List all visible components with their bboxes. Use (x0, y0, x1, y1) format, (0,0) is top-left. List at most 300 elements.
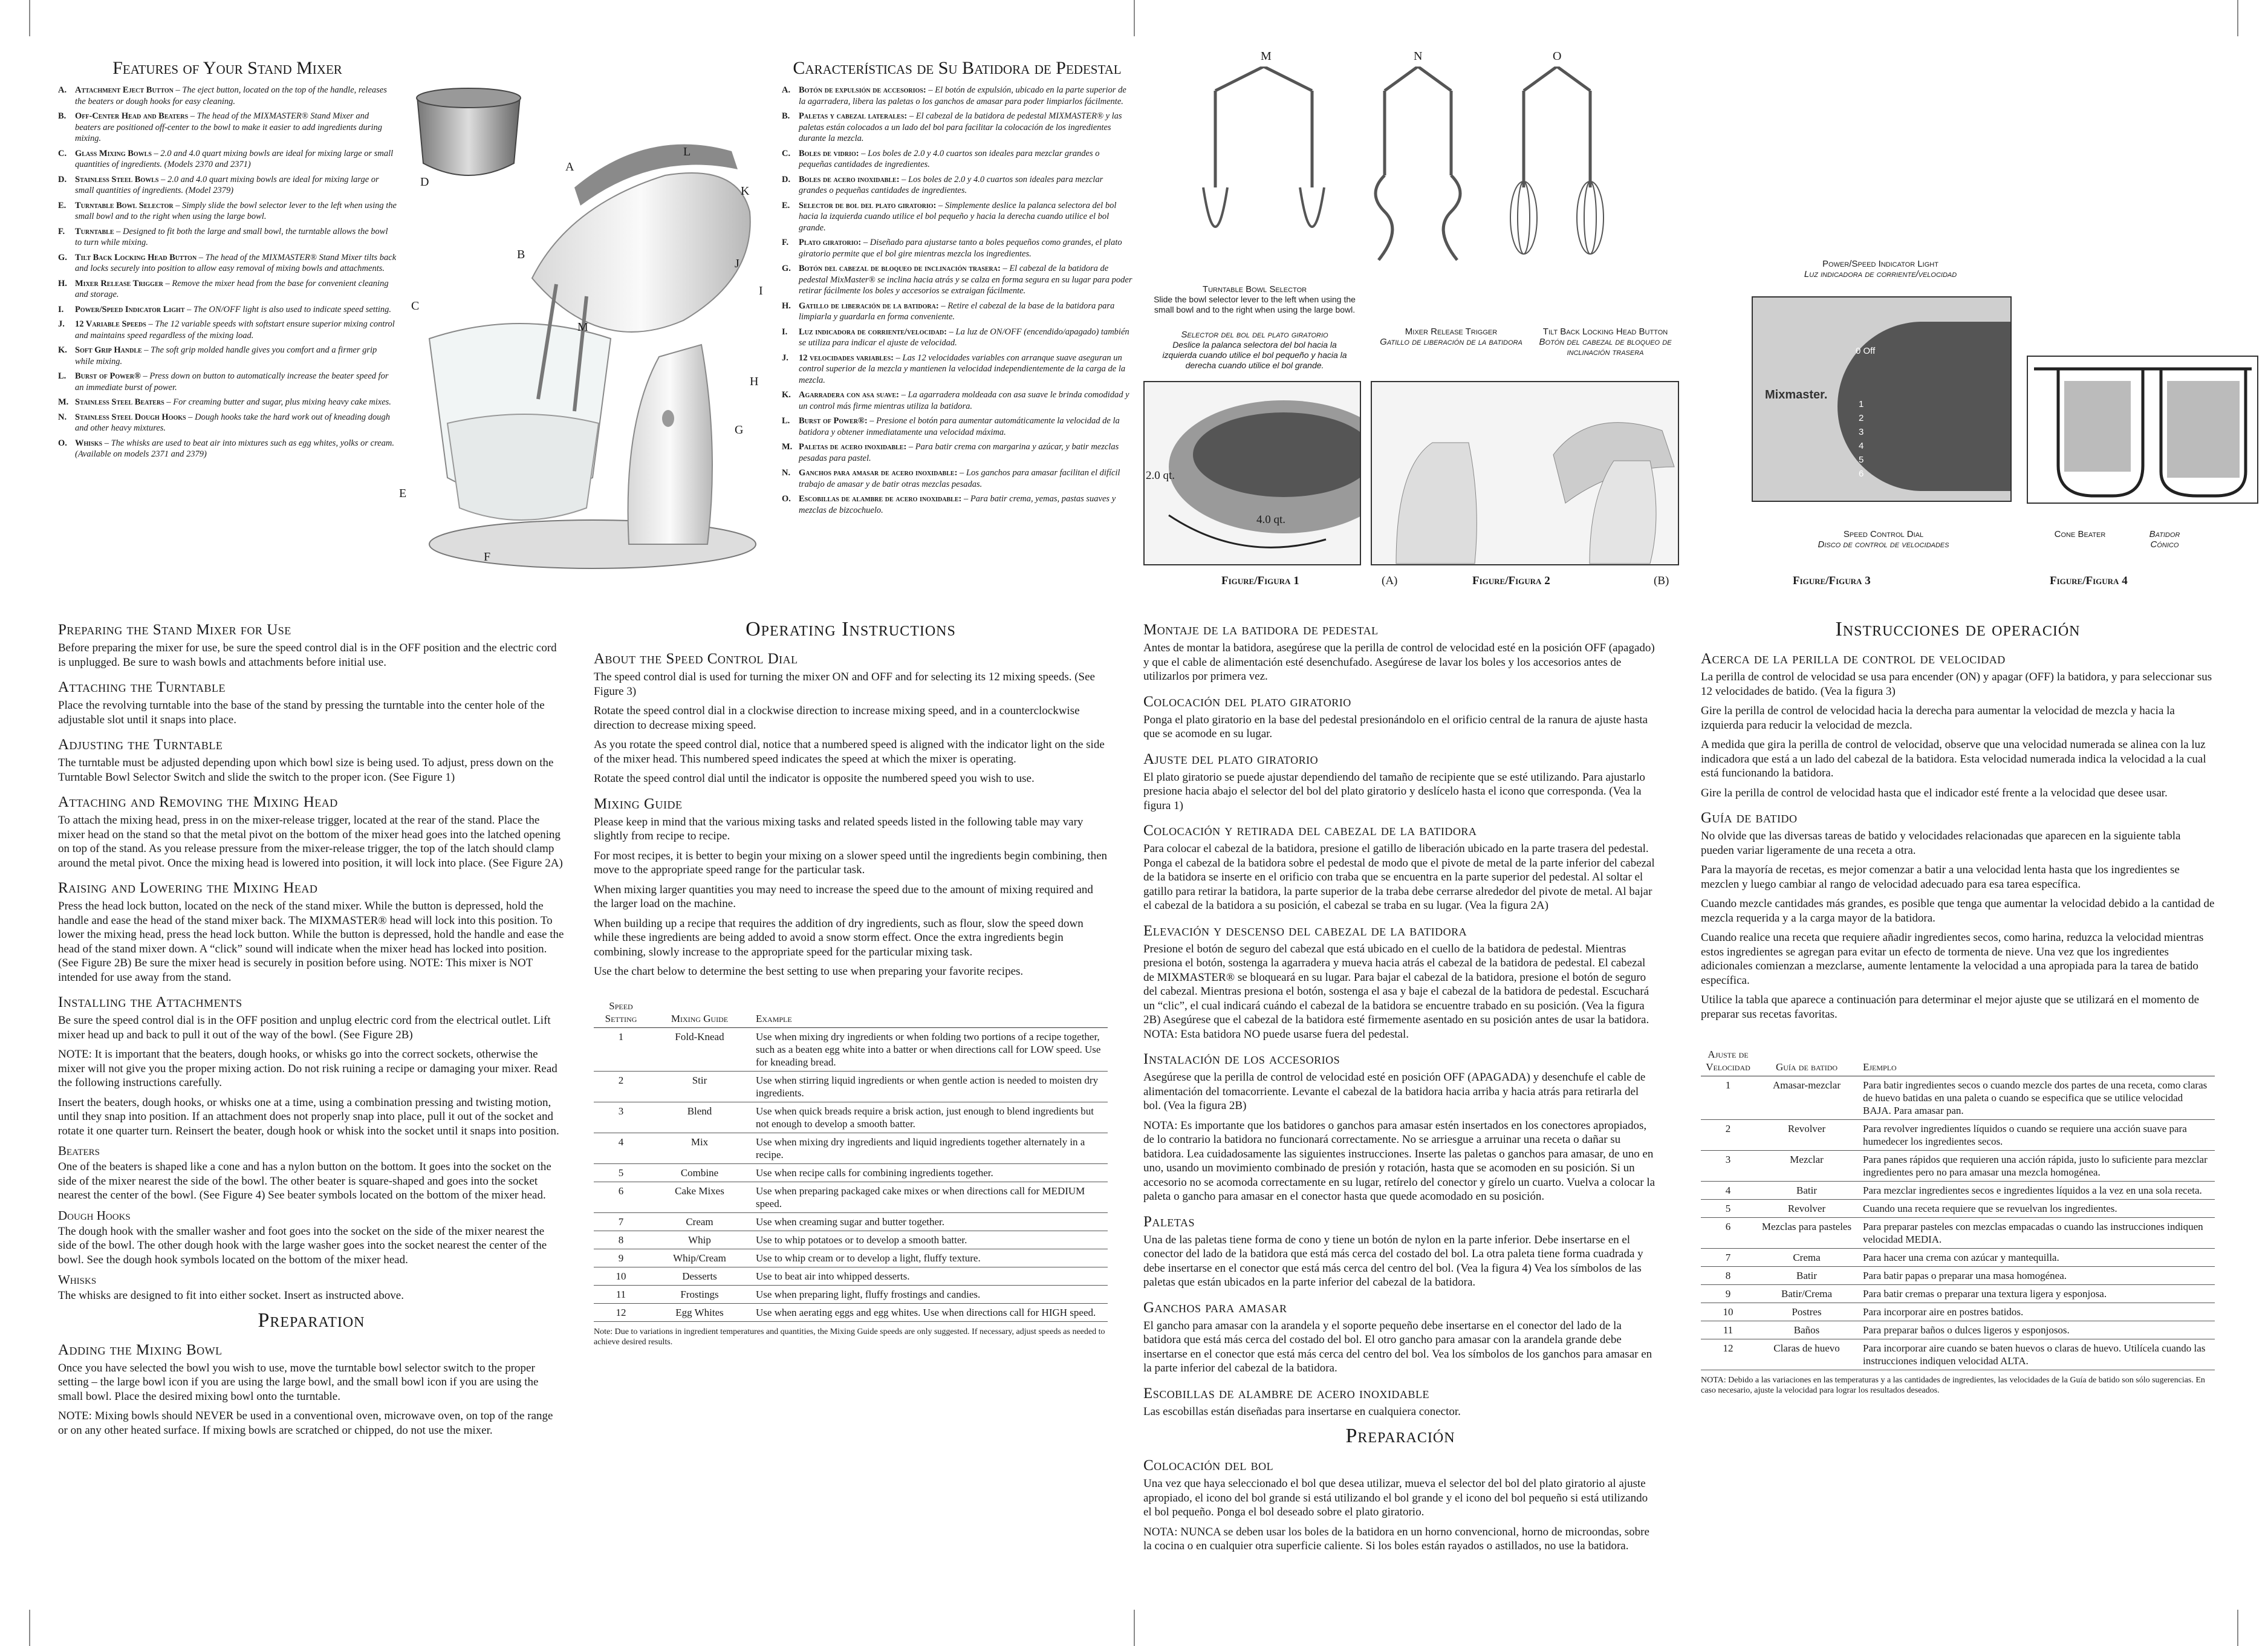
paragraph: A medida que gira la perilla de control de velocidad, observe que una velocidad numerada se alinea con la luz indicadora que está a un lado del cabezal de la batidora. Esta velocidad numerada indica la velocidad a la cual está funcionando la batidora. (1701, 738, 2206, 779)
feature-description: The ON/OFF light is also used to indicate speed setting. (193, 304, 392, 314)
table-row (1701, 1285, 2215, 1303)
example-cell: Cuando una receta requiere que se revuelvan los ingredientes. (1858, 1200, 2215, 1218)
feature-description: Press down on button to automatically increase the beater speed for an immediate burst of power. (75, 371, 389, 392)
guide-cell: Mix (648, 1133, 751, 1163)
subsection-heading: Paletas (1143, 1213, 1195, 1230)
paragraph: The dough hook with the smaller washer and foot goes into the socket on the side of the mixer nearest the side of the bowl. The other dough hook with the large washer goes into the socket nearest the center of the bowl. See the dough hook symbols located on the bottom of the mixer head. (58, 1225, 547, 1266)
feature-item: B. Off-Center Head and Beaters – The head of the MIXMASTER® Stand Mixer and beaters are positioned off-center to the bowl to make it easier to add ingredients during mixing. (58, 111, 382, 143)
subsection-heading: Ajuste del plato giratorio (1143, 750, 1319, 767)
paragraph: Una de las paletas tiene forma de cono y tiene un botón de nylon en la parte inferior. Debe insertarse en el conector del lado de la batidora que está más cerca del costado del bol. La otra paleta tiene forma cuadrada y debe insertarse en el conector que está más cerca del centro del bol. (Vea la figura 4) Vea los símbolos de las paletas que están ubicados en la parte inferior del cabezal de la batidora. (1143, 1233, 1643, 1289)
paragraph: Rotate the speed control dial until the indicator is opposite the numbered speed you wish to use. (594, 772, 1035, 785)
example-cell: Use when creaming sugar and butter together. (751, 1212, 1108, 1231)
speed-cell: 6 (1701, 1218, 1755, 1249)
subsection-heading: Escobillas de alambre de acero inoxidable (1143, 1385, 1430, 1402)
fig1-small-bowl-label: 2.0 qt. (1146, 469, 1175, 482)
paragraph: Cuando mezcle cantidades más grandes, es posible que tenga que aumentar la velocidad debido a la cantidad de mezcla requerida y a la carga mayor de la batidora. (1701, 897, 2215, 925)
fig2b-caption (1527, 327, 1684, 357)
table-row (594, 1303, 1108, 1321)
mixing-guide-table-wrap (594, 997, 1108, 1347)
fig4-label: Figure/Figura 4 (2050, 574, 2128, 587)
example-cell: Use when stirring liquid ingredients or when gentle action is needed to moisten dry ingredients. (751, 1071, 1108, 1102)
feature-title: Boles de acero inoxidable: (799, 174, 900, 184)
speed-number: 4 (1859, 441, 1864, 451)
paragraph: Una vez que haya seleccionado el bol que desea utilizar, mueva el selector del bol del plato giratorio al ajuste apropiado, el icono del bol grande si está utilizando el bol grande y el icono del bol pequeño si está utilizando el bol pequeño. Ponga el bol deseado sobre el plato giratorio. (1143, 1477, 1648, 1518)
mixing-guide-note: Note: Due to variations in ingredient temperatures and quantities, the Mixing Guide speeds are only suggested. If necessary, adjust speeds as needed to achieve desired results. (594, 1327, 1105, 1347)
feature-item: E. Selector de bol del plato giratorio: – Simplemente deslice la palanca selectora del bol hacia la izquierda cuando utilice el bol pequeño y hacia la derecha cuando utilice el bol grande. (782, 200, 1117, 233)
feature-title: Glass Mixing Bowls (75, 148, 152, 158)
subsection-heading: Installing the Attachments (58, 994, 242, 1010)
table-row (1701, 1267, 2215, 1285)
fig2b-label: (B) (1654, 574, 1669, 587)
feature-description: Los boles de 2.0 y 4.0 cuartos son ideales para mezclar grandes o pequeñas cantidades de ingredientes. (799, 174, 1103, 195)
guide-cell: Mezclar (1755, 1151, 1858, 1182)
feature-item: E. Turntable Bowl Selector – Simply slide the bowl selector lever to the left when using the small bowl and to the right when using the large bowl. (58, 200, 397, 221)
paragraph: NOTE: Mixing bowls should NEVER be used in a conventional oven, microwave oven, on top of the range or on any other heated surface. If mixing bowls are scratched or chipped, do not use the mixer. (58, 1410, 553, 1437)
callout-h: H (750, 375, 759, 388)
caracteristicas-section (782, 58, 1132, 519)
speed-cell: 9 (1701, 1285, 1755, 1303)
paragraph: NOTE: It is important that the beaters, dough hooks, or whisks go into the correct sockets, otherwise the mixer will not give you the proper mixing action. Do not risk ruining a recipe or damaging your mixer. Read the following instructions carefully. (58, 1048, 557, 1089)
paragraph: Be sure the speed control dial is in the OFF position and unplug electric cord from the electrical outlet. Lift mixer head up and back to pull it out of the way of the bowl. (See Figure 2B) (58, 1014, 551, 1041)
table-row (594, 1267, 1108, 1285)
speed-cell: 12 (594, 1303, 648, 1321)
example-cell: Para incorporar aire en postres batidos. (1858, 1303, 2215, 1321)
speed-cell: 3 (594, 1102, 648, 1133)
feature-item: H. Mixer Release Trigger – Remove the mixer head from the base for convenient cleaning and storage. (58, 278, 389, 299)
table-row (594, 1212, 1108, 1231)
guide-cell: Desserts (648, 1267, 751, 1285)
feature-letter: B. (58, 111, 67, 121)
feature-letter: O. (58, 438, 67, 448)
fig1-caption-es (1155, 330, 1354, 371)
feature-title: Tilt Back Locking Head Button (75, 252, 197, 262)
guide-cell: Revolver (1755, 1200, 1858, 1218)
crop-mark (29, 1610, 30, 1646)
speed-number: 3 (1859, 427, 1864, 437)
fig1-title-en: Turntable Bowl Selector (1202, 284, 1307, 294)
feature-description: Para batir crema, yemas, pastas suaves y mezclas de bizcochuelo. (799, 494, 1116, 515)
example-cell: Para batir ingredientes secos o cuando mezcle dos partes de una receta, como claras de huevo batidas en una paleta o cuando se especifica que se utilice velocidad BAJA. Para amasar pan. (1858, 1076, 2215, 1120)
speed-number: 2 (1859, 413, 1864, 423)
feature-title: Ganchos para amasar de acero inoxidable: (799, 468, 958, 478)
speed-cell: 8 (594, 1231, 648, 1249)
callout-i: I (759, 284, 763, 298)
guia-batido-table (1701, 1046, 2215, 1370)
feature-item: K. Soft Grip Handle – The soft grip molded handle gives you comfort and a firmer grip while mixing. (58, 345, 377, 366)
subsection-heading: Attaching and Removing the Mixing Head (58, 794, 338, 810)
crop-mark (1134, 0, 1135, 36)
guide-cell: Whip/Cream (648, 1249, 751, 1267)
fig3-dial-caption (1753, 529, 2013, 550)
paragraph: Press the head lock button, located on the neck of the stand mixer. While the button is depressed, hold the handle and ease the head of the stand mixer back. The MIXMASTER® head will lock into this position. To lower the mixing head, press the head lock button. While the button is depressed, hold the handle and ease the head of the stand mixer down. A “click” sound will indicate when the mixer head has locked into position. (See Figure 2B) Be sure the mixer head is securely in position before using. NOTE: This mixer is NOT intended for use away from the stand. (58, 900, 564, 984)
feature-letter: J. (58, 319, 65, 329)
callout-b: B (517, 248, 525, 261)
feature-letter: E. (782, 200, 790, 210)
speed-cell: 2 (1701, 1120, 1755, 1151)
fig1-text-es: Deslice la palanca selectora del bol hacia la izquierda cuando utilice el bol pequeño y hacia la derecha cuando utilice el bol grande. (1162, 340, 1347, 370)
feature-item: A. Botón de expulsión de accesorios: – El botón de expulsión, ubicado en la parte superior de la agarradera, libera las paletas o los ganchos de amasar para poder limpiarlos fácilmente. (782, 85, 1126, 106)
features-list (58, 85, 397, 460)
fig4-image (2027, 356, 2258, 504)
subsection-heading: Ganchos para amasar (1143, 1299, 1287, 1316)
example-cell: Para batir cremas o preparar una textura ligera y esponjosa. (1858, 1285, 2215, 1303)
feature-letter: N. (782, 468, 791, 478)
attachment-label-n: N (1414, 50, 1423, 63)
instrucciones-text (1701, 618, 2215, 1021)
subsection-heading: Instalación de los accesorios (1143, 1051, 1340, 1067)
table-row (1701, 1321, 2215, 1339)
feature-item: C. Boles de vidrio: – Los boles de 2.0 y 4.0 cuartos son ideales para mezclar grandes o pequeñas cantidades de ingredientes. (782, 148, 1100, 169)
column-header: Ajuste de Velocidad (1701, 1046, 1755, 1076)
speed-cell: 8 (1701, 1267, 1755, 1285)
paragraph: One of the beaters is shaped like a cone and has a nylon button on the bottom. It goes into the socket on the side of the mixer nearest the side of the bowl. The other beater is square-shaped and goes into the socket nearest the center of the bowl. (See Figure 4) See beater symbols located on the bottom of the mixer head. (58, 1160, 551, 1202)
feature-description: Las 12 velocidades variables con arranque suave aseguran un control superior de la mezcla y mantienen la velocidad independientemente de la carga de la mezcla. (799, 353, 1126, 385)
features-section (58, 58, 397, 464)
minor-heading: Whisks (58, 1272, 97, 1287)
feature-letter: L. (782, 416, 790, 426)
example-cell: Use when mixing dry ingredients or when folding two portions of a recipe together, such as a beaten egg white into a batter or when directions call for LOW speed. Use for kneading bread. (751, 1027, 1108, 1071)
paragraph: Gire la perilla de control de velocidad hasta que el indicador esté frente a la velocidad que desee usar. (1701, 786, 2168, 799)
fig2a-title-en: Mixer Release Trigger (1405, 327, 1498, 337)
fig3-light-es: Luz indicadora de corriente/velocidad (1804, 269, 1957, 279)
feature-description: Los ganchos para amasar facilitan el difícil trabajo de amasar y de batir otras mezclas pesadas. (799, 468, 1120, 489)
guide-cell: Batir (1755, 1267, 1858, 1285)
feature-item: L. Burst of Power®: – Presione el botón para aumentar automáticamente la velocidad de la batidora y obtener inmediatamente una velocidad máxima. (782, 416, 1120, 437)
guide-cell: Frostings (648, 1285, 751, 1303)
example-cell: Use when aerating eggs and egg whites. Use when directions call for HIGH speed. (751, 1303, 1108, 1321)
guide-cell: Postres (1755, 1303, 1858, 1321)
example-cell: Para panes rápidos que requieren una acción rápida, justo lo suficiente para mezclar ingredientes pero no para amasar una mezcla homogénea. (1858, 1151, 2215, 1182)
feature-item: I. Power/Speed Indicator Light – The ON/OFF light is also used to indicate speed setting. (58, 304, 392, 314)
crop-mark (2237, 1610, 2238, 1646)
fig4-cone-es: Batidor Cónico (2149, 529, 2180, 550)
speed-cell: 11 (594, 1285, 648, 1303)
paragraph: Gire la perilla de control de velocidad hacia la derecha para aumentar la velocidad de mezcla y hacia la izquierda para reducir la velocidad de mezcla. (1701, 704, 2175, 732)
section-heading: Instrucciones de operación (1835, 618, 2081, 640)
feature-item: H. Gatillo de liberación de la batidora: – Retire el cabezal de la base de la batidora para limpiarla y guardarla en forma conveniente. (782, 301, 1115, 322)
feature-title: Plato giratorio: (799, 238, 862, 247)
feature-item: L. Burst of Power® – Press down on button to automatically increase the beater speed for an immediate burst of power. (58, 371, 389, 392)
table-row (594, 1285, 1108, 1303)
attachment-label-m: M (1261, 50, 1272, 63)
feature-description: Simplemente deslice la palanca selectora del bol hacia la izquierda cuando utilice el bol pequeño y hacia la derecha cuando utilice el bol grande. (799, 200, 1117, 233)
fig1-caption-en (1149, 284, 1360, 315)
feature-letter: A. (58, 85, 67, 95)
guide-cell: Cake Mixes (648, 1182, 751, 1212)
table-header-row (594, 997, 1108, 1028)
feature-letter: F. (782, 238, 789, 247)
subsection-heading: Colocación del plato giratorio (1143, 693, 1351, 710)
fig2b-title-en: Tilt Back Locking Head Button (1542, 327, 1668, 337)
table-row (1701, 1339, 2215, 1370)
table-row (594, 1163, 1108, 1182)
fig3-light-en: Power/Speed Indicator Light (1822, 259, 1938, 269)
speed-cell: 10 (1701, 1303, 1755, 1321)
paragraph: Place the revolving turntable into the base of the stand by pressing the turntable into the center hole of the adjustable slot until it snaps into place. (58, 699, 545, 726)
paragraph: Please keep in mind that the various mixing tasks and related speeds listed in the following table may vary slightly from recipe to recipe. (594, 815, 1084, 842)
crop-mark (1134, 1610, 1135, 1646)
instrucciones-column (1701, 612, 2215, 1396)
feature-title: Luz indicadora de corriente/velocidad: (799, 327, 947, 337)
callout-g: G (735, 423, 744, 437)
subsection-heading: About the Speed Control Dial (594, 651, 798, 667)
speed-cell: 1 (1701, 1076, 1755, 1120)
fig4-cone-en: Cone Beater (2054, 529, 2106, 539)
paragraph: Cuando realice una receta que requiere añadir ingredientes secos, como harina, reduzca la velocidad mientras estos ingredientes se agregan para evitar un efecto de tormenta de nieve. Una vez que los ingredientes adicionales comienzan a mezclarse, aumente lentamente la velocidad a una apropiada para la tarea de batido específica. (1701, 931, 2204, 987)
feature-letter: G. (782, 264, 791, 273)
paragraph: When building up a recipe that requires the addition of dry ingredients, such as flour, slow the speed down while these ingredients are being added to avoid a snow storm effect. Once the extra ingredients begin combining, slowly increase to the appropriate speed for the particular mixing task. (594, 917, 1084, 958)
fig1-title-es: Selector del bol del plato giratorio (1181, 330, 1328, 340)
caracteristicas-title: Características de Su Batidora de Pedestal (793, 58, 1122, 78)
table-row (1701, 1120, 2215, 1151)
fig3-dial-es: Disco de control de velocidades (1818, 539, 1949, 550)
paragraph: NOTA: Es importante que los batidores o ganchos para amasar estén insertados en los conectores apropiados, de lo contrario la batidora no funcionará correctamente. No se arriesgue a arruinar una receta o dañar su batidora. Lea cuidadosamente las siguientes instrucciones. Inserte las paletas o ganchos para amasar, de uno en uno, usando un movimiento combinado de presión y rotación, hasta que se acomoden en su posición. Si un accesorio no se acomoda correctamente en su lugar, retírelo del conector y gírelo un cuarto. Vuelva a colocar la paleta o gancho para amasar en el conector hasta que quede acomodado en su posición. (1143, 1119, 1656, 1203)
callout-d: D (420, 175, 429, 189)
paragraph: For most recipes, it is better to begin your mixing on a slower speed until the ingredients begin combining, then move to the appropriate speed range for the particular task. (594, 849, 1108, 876)
column-header: Example (751, 997, 1108, 1028)
feature-description: The soft grip molded handle gives you comfort and a firmer grip while mixing. (75, 345, 377, 366)
feature-description: Para batir crema con margarina y azúcar, y batir mezclas pesadas para pastel. (799, 442, 1119, 463)
paragraph: When mixing larger quantities you may need to increase the speed due to the amount of mixing required and the larger load on the machine. (594, 883, 1093, 910)
feature-description: El botón de expulsión, ubicado en la parte superior de la agarradera, libera las paletas o los ganchos de amasar para poder limpiarlos fácilmente. (799, 85, 1126, 106)
guide-cell: Fold-Knead (648, 1027, 751, 1071)
feature-item: A. Attachment Eject Button – The eject button, located on the top of the handle, releases the beaters or dough hooks for easy cleaning. (58, 85, 387, 106)
speed-cell: 9 (594, 1249, 648, 1267)
fig2b-title-es: Botón del cabezal de bloqueo de inclinación trasera (1539, 337, 1672, 357)
subsection-heading: Attaching the Turntable (58, 679, 226, 695)
feature-description: Retire el cabezal de la base de la batidora para limpiarla y guardarla en forma conveniente. (799, 301, 1115, 322)
example-cell: Use when recipe calls for combining ingredients together. (751, 1163, 1108, 1182)
speed-cell: 1 (594, 1027, 648, 1071)
subsection-heading: Preparing the Stand Mixer for Use (58, 622, 291, 638)
guide-cell: Whip (648, 1231, 751, 1249)
spanish-setup-column (1143, 612, 1657, 1559)
speed-cell: 5 (1701, 1200, 1755, 1218)
table-row (1701, 1182, 2215, 1200)
caracteristicas-list (782, 85, 1132, 516)
feature-description: El cabezal de la batidora de pedestal MixMaster® se inclina hacia atrás y se calza en forma segura en su lugar para poder retirar fácilmente los boles y accesorios se extraigan fácilmente. (799, 264, 1132, 296)
table-row (594, 1102, 1108, 1133)
feature-title: Power/Speed Indicator Light (75, 304, 185, 314)
feature-item: M. Stainless Steel Beaters – For creaming butter and sugar, plus mixing heavy cake mixes. (58, 397, 391, 407)
feature-item: J. 12 Variable Speeds – The 12 variable speeds with softstart ensure superior mixing control and maintains speed regardless of the mixing load. (58, 319, 395, 340)
feature-item: G. Botón del cabezal de bloqueo de inclinación trasera: – El cabezal de la batidora de pedestal MixMaster® se inclina hacia atrás y se calza en forma segura en su lugar para poder retirar fácilmente los boles y accesorios se extraigan fácilmente. (782, 264, 1132, 296)
feature-item: N. Stainless Steel Dough Hooks – Dough hooks take the hard work out of kneading dough and other heavy mixtures. (58, 412, 390, 433)
fig1-large-bowl-label: 4.0 qt. (1256, 513, 1286, 526)
feature-description: Los boles de 2.0 y 4.0 cuartos son ideales para mezclar grandes o pequeñas cantidades de ingredientes. (799, 148, 1100, 169)
feature-letter: F. (58, 226, 65, 236)
table-row (1701, 1076, 2215, 1120)
fig3-light-caption (1753, 259, 2007, 279)
paragraph: Before preparing the mixer for use, be sure the speed control dial is in the OFF position and the electric cord is unplugged. Be sure to wash bowls and attachments before initial use. (58, 642, 557, 669)
table-row (1701, 1218, 2215, 1249)
callout-f: F (484, 550, 491, 564)
fig3-dial-en: Speed Control Dial (1843, 529, 1924, 539)
feature-letter: M. (58, 397, 69, 407)
guide-cell: Claras de huevo (1755, 1339, 1858, 1370)
guide-cell: Cream (648, 1212, 751, 1231)
example-cell: Use when preparing light, fluffy frostings and candies. (751, 1285, 1108, 1303)
feature-letter: G. (58, 252, 67, 262)
speed-cell: 12 (1701, 1339, 1755, 1370)
table-row (594, 1071, 1108, 1102)
column-header: Speed Setting (594, 997, 648, 1028)
feature-item: I. Luz indicadora de corriente/velocidad: – La luz de ON/OFF (encendido/apagado) también se utiliza para indicar el ajuste de velocidad. (782, 327, 1129, 348)
feature-title: Escobillas de alambre de acero inoxidable: (799, 494, 962, 504)
feature-description: For creaming butter and sugar, plus mixing heavy cake mixes. (173, 397, 391, 407)
operating-instructions-column (594, 612, 1108, 1347)
feature-title: Paletas y cabezal laterales: (799, 111, 908, 121)
example-cell: Para preparar pasteles con mezclas empacadas o cuando las instrucciones indiquen velocidad MEDIA. (1858, 1218, 2215, 1249)
fig1-text-en: Slide the bowl selector lever to the left when using the small bowl and to the right when using the large bowl. (1154, 294, 1356, 314)
speed-cell: 2 (594, 1071, 648, 1102)
feature-letter: C. (782, 148, 791, 158)
example-cell: Para preparar baños o dulces ligeros y esponjosos. (1858, 1321, 2215, 1339)
feature-letter: I. (782, 327, 788, 337)
feature-description: The head of the MIXMASTER® Stand Mixer and beaters are positioned off-center to the bowl to make it easier to add ingredients during mixing. (75, 111, 382, 143)
feature-letter: N. (58, 412, 67, 422)
example-cell: Use when preparing packaged cake mixes or when directions call for MEDIUM speed. (751, 1182, 1108, 1212)
section-heading: Preparation (258, 1309, 365, 1332)
feature-title: Botón de expulsión de accesorios: (799, 85, 926, 95)
guide-cell: Baños (1755, 1321, 1858, 1339)
feature-description: Dough hooks take the hard work out of kneading dough and other heavy mixtures. (75, 412, 390, 433)
fig4-cone-caption (2050, 529, 2110, 539)
example-cell: Use to whip potatoes or to develop a smooth batter. (751, 1231, 1108, 1249)
example-cell: Para revolver ingredientes líquidos o cuando se requiere una acción suave para humedecer los ingredientes secos. (1858, 1120, 2215, 1151)
fig2a-caption (1376, 327, 1527, 347)
feature-title: Soft Grip Handle (75, 345, 142, 355)
feature-description: La agarradera moldeada con asa suave le brinda comodidad y un control más firme mientras utiliza la batidora. (799, 390, 1129, 411)
fig1-label: Figure/Figura 1 (1221, 574, 1299, 587)
feature-description: The 12 variable speeds with softstart ensure superior mixing control and maintains speed regardless of the mixing load. (75, 319, 395, 340)
paragraph: Para la mayoría de recetas, es mejor comenzar a batir a una velocidad lenta hasta que los ingredientes se mezclen y luego cambiar al rango de velocidad adecuado para esa tarea específica. (1701, 864, 2180, 891)
guide-cell: Batir (1755, 1182, 1858, 1200)
example-cell: Para incorporar aire cuando se baten huevos o claras de huevo. Utilícela cuando las instrucciones indiquen velocidad ALTA. (1858, 1339, 2215, 1370)
callout-a: A (565, 160, 574, 174)
speed-cell: 10 (594, 1267, 648, 1285)
feature-title: Paletas de acero inoxidable: (799, 442, 907, 452)
feature-description: Simply slide the bowl selector lever to the left when using the small bowl and to the right when using the large bowl. (75, 200, 397, 221)
feature-title: Stainless Steel Bowls (75, 174, 159, 184)
feature-letter: K. (782, 390, 791, 400)
fig2a-title-es: Gatillo de liberación de la batidora (1380, 337, 1522, 347)
example-cell: Para batir papas o preparar una masa homogénea. (1858, 1267, 2215, 1285)
table-row (594, 1182, 1108, 1212)
feature-description: The eject button, located on the top of the handle, releases the beaters or dough hooks for easy cleaning. (75, 85, 387, 106)
paragraph: The turntable must be adjusted depending upon which bowl size is being used. To adjust, press down on the Turntable Bowl Selector Switch and slide the switch to the proper icon. (See Figure 1) (58, 756, 554, 784)
table-row (594, 1249, 1108, 1267)
callout-k: K (741, 184, 750, 198)
feature-description: La luz de ON/OFF (encendido/apagado) también se utiliza para indicar el ajuste de velocidad. (799, 327, 1129, 348)
feature-item: F. Turntable – Designed to fit both the large and small bowl, the turntable allows the bowl to turn while mixing. (58, 226, 388, 247)
feature-letter: L. (58, 371, 67, 381)
section-heading: Operating Instructions (746, 618, 956, 640)
paragraph: Use the chart below to determine the best setting to use when preparing your favorite recipes. (594, 965, 1024, 978)
feature-item: G. Tilt Back Locking Head Button – The head of the MIXMASTER® Stand Mixer tilts back and locks securely into position to allow easy removal of mixing bowls and attachments. (58, 252, 397, 273)
attachment-label-o: O (1553, 50, 1562, 63)
fig3-speed-numbers (1859, 397, 1863, 481)
guide-cell: Stir (648, 1071, 751, 1102)
feature-description: Diseñado para ajustarse tanto a boles pequeños como grandes, el plato giratorio permite que el bol gire mientras mezcla los ingredientes. (799, 238, 1122, 259)
subsection-heading: Raising and Lowering the Mixing Head (58, 880, 318, 896)
beaters-hooks-whisks-image (1185, 67, 1645, 272)
english-setup-column (58, 612, 565, 1443)
feature-letter: C. (58, 148, 67, 158)
speed-cell: 6 (594, 1182, 648, 1212)
feature-letter: D. (782, 174, 791, 184)
table-row (1701, 1200, 2215, 1218)
subsection-heading: Adding the Mixing Bowl (58, 1341, 223, 1358)
paragraph: No olvide que las diversas tareas de batido y velocidades relacionadas que aparecen en la siguiente tabla pueden variar ligeramente de una receta a otra. (1701, 830, 2181, 857)
callout-c: C (411, 299, 420, 313)
feature-item: N. Ganchos para amasar de acero inoxidable: – Los ganchos para amasar facilitan el difícil trabajo de amasar y de batir otras mezclas pesadas. (782, 468, 1120, 489)
feature-title: Selector de bol del plato giratorio: (799, 200, 937, 210)
guide-cell: Blend (648, 1102, 751, 1133)
feature-title: Botón del cabezal de bloqueo de inclinación trasera: (799, 264, 1001, 273)
feature-letter: A. (782, 85, 791, 95)
table-row (1701, 1249, 2215, 1267)
subsection-heading: Guía de batido (1701, 810, 1798, 826)
feature-title: Boles de vidrio: (799, 148, 859, 158)
features-title: Features of Your Stand Mixer (112, 58, 342, 78)
feature-description: 2.0 and 4.0 quart mixing bowls are ideal for mixing large or small quantities of ingredients. (Models 2370 and 2371) (75, 148, 394, 169)
feature-title: Stainless Steel Dough Hooks (75, 412, 186, 422)
column-header: Mixing Guide (648, 997, 751, 1028)
feature-item: M. Paletas de acero inoxidable: – Para batir crema con margarina y azúcar, y batir mezclas pesadas para pastel. (782, 442, 1119, 463)
feature-item: F. Plato giratorio: – Diseñado para ajustarse tanto a boles pequeños como grandes, el plato giratorio permite que el bol gire mientras mezcla los ingredientes. (782, 238, 1122, 259)
speed-cell: 5 (594, 1163, 648, 1182)
speed-cell: 11 (1701, 1321, 1755, 1339)
feature-title: Agarradera con asa suave: (799, 390, 900, 400)
paragraph: The speed control dial is used for turning the mixer ON and OFF and for selecting its 12 mixing speeds. (See Figure 3) (594, 671, 1095, 698)
feature-letter: H. (58, 278, 67, 288)
feature-title: Stainless Steel Beaters (75, 397, 164, 407)
paragraph: Ponga el plato giratorio en la base del pedestal presionándolo en el orificio central de la ranura de ajuste hasta que se acomode en su lugar. (1143, 713, 1648, 740)
paragraph: El plato giratorio se puede ajustar dependiendo del tamaño de recipiente que se esté utilizando. Para ajustarlo presione hacia abajo el selector del bol del plato giratorio y deslícelo hasta el icono que corresponda. (Vea la figura 1) (1143, 770, 1645, 812)
callout-e: E (399, 487, 407, 500)
callout-j: J (735, 257, 739, 270)
speed-cell: 4 (1701, 1182, 1755, 1200)
feature-item: O. Escobillas de alambre de acero inoxidable: – Para batir crema, yemas, pastas suaves y mezclas de bizcochuelo. (782, 494, 1116, 515)
feature-letter: J. (782, 353, 788, 363)
paragraph: Rotate the speed control dial in a clockwise direction to increase mixing speed, and in a counterclockwise direction to decrease mixing speed. (594, 704, 1080, 732)
feature-description: Remove the mixer head from the base for convenient cleaning and storage. (75, 278, 389, 299)
speed-cell: 3 (1701, 1151, 1755, 1182)
feature-letter: M. (782, 442, 793, 452)
paragraph: Para colocar el cabezal de la batidora, presione el gatillo de liberación ubicado en la parte trasera del pedestal. Ponga el cabezal de la batidora sobre el pedestal de modo que el pivote de metal de la parte inferior del cabezal de la batidora se inserte en el orificio con traba que se encuentra en la parte superior del pedestal. Al soltar el gatillo para retirar la batidora, la parte superior de la traba debe cerrarse alrededor del pivote de metal. Al bajar el cabezal de la batidora a su posición, el cabezal se traba en su lugar. (Vea la figura 2A) (1143, 842, 1655, 912)
subsection-heading: Colocación y retirada del cabezal de la batidora (1143, 822, 1477, 839)
paragraph: Presione el botón de seguro del cabezal que está ubicado en el cuello de la batidora de pedestal. Mientras presiona el botón, sostenga la agarradera y mueva hacia atrás el cabezal de la batidora de pedestal. El cabezal de MIXMASTER® se bloqueará en su lugar. Para bajar el cabezal de la batidora, presione el botón de seguro del cabezal. Mientras presiona el botón, sostenga el asa y baje el cabezal de la batidora de pedestal. Escuchará un “clic”, el cual indicará cuándo el cabezal de la batidora se encuentre trabado en su posición. (Vea la figura 2B) Asegúrese que el cabezal de la batidora esté firmemente asentado en su posición antes de usar la batidora. NOTA: Esta batidora NO puede usarse fuera del pedestal. (1143, 942, 1649, 1041)
guide-cell: Amasar-mezclar (1755, 1076, 1858, 1120)
crop-mark (29, 0, 30, 36)
table-row (594, 1133, 1108, 1163)
fig1-image (1143, 381, 1361, 565)
mixing-guide-table (594, 997, 1108, 1322)
table-row (1701, 1151, 2215, 1182)
paragraph: Utilice la tabla que aparece a continuación para determinar el mejor ajuste que se utilizará en el momento de preparar sus recetas favoritas. (1701, 994, 2200, 1021)
speed-number: 5 (1859, 455, 1864, 465)
operating-instructions-text (594, 618, 1108, 979)
subsection-heading: Montaje de la batidora de pedestal (1143, 622, 1379, 638)
section-heading: Preparación (1345, 1425, 1455, 1447)
paragraph: La perilla de control de velocidad se usa para encender (ON) y apagar (OFF) la batidora, y para seleccionar sus 12 velocidades de batido. (Vea la figura 3) (1701, 671, 2212, 698)
example-cell: Use when mixing dry ingredients and liquid ingredients together alternately in a recipe. (751, 1133, 1108, 1163)
example-cell: Para hacer una crema con azúcar y mantequilla. (1858, 1249, 2215, 1267)
feature-title: Burst of Power® (75, 371, 141, 381)
feature-title: Whisks (75, 438, 103, 448)
guide-cell: Crema (1755, 1249, 1858, 1267)
